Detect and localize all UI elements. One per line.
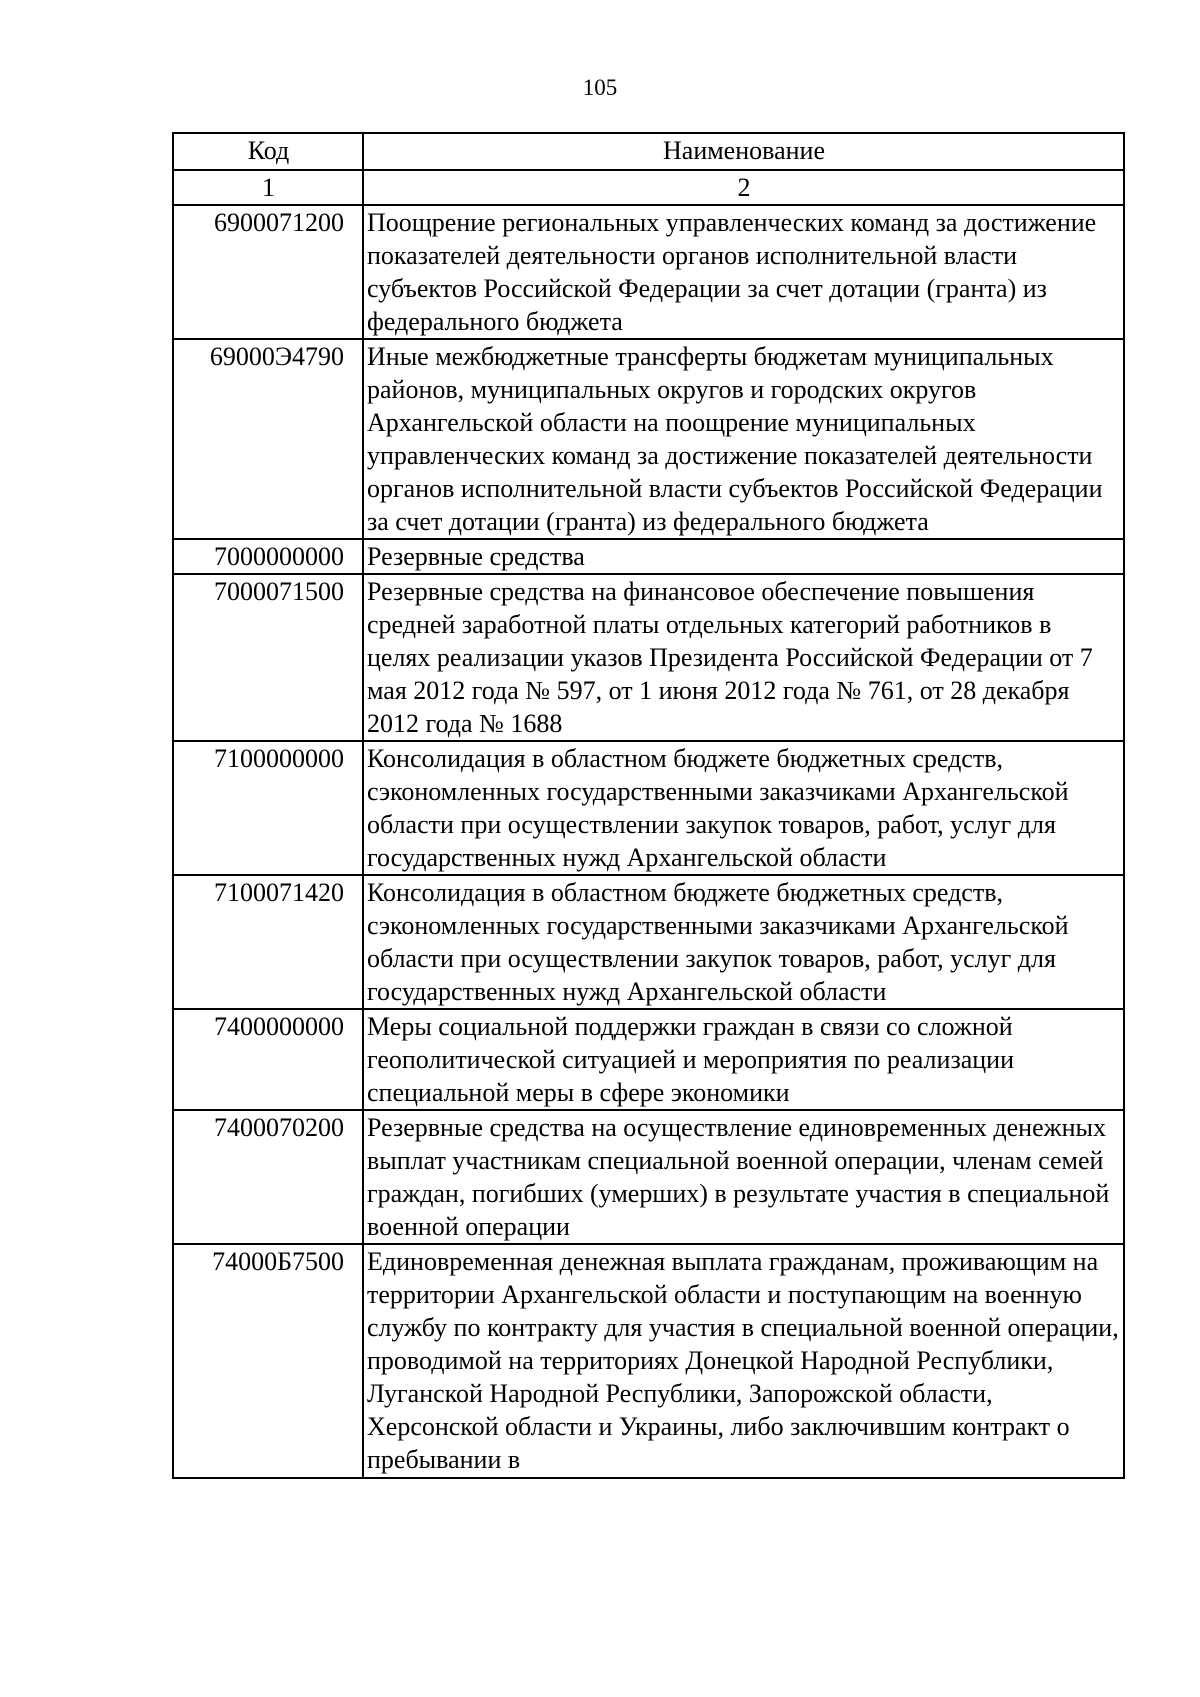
row-name: Консолидация в областном бюджете бюджетных средств, сэкономленных государственными заказчиками Архангельской области при осуществлении закупок товаров, работ, услуг для государственных нужд Архангельской области <box>363 875 1124 1009</box>
row-code: 6900071200 <box>173 205 363 339</box>
row-name: Иные межбюджетные трансферты бюджетам муниципальных районов, муниципальных округов и городских округов Архангельской области на поощрение муниципальных управленческих команд за достижение показателей деятельности органов исполнительной власти субъектов Российской Федерации за счет дотации (гранта) из федерального бюджета <box>363 339 1124 539</box>
table-row <box>173 741 1124 875</box>
table-row <box>173 574 1124 741</box>
budget-code-table <box>172 132 1125 1479</box>
row-name: Меры социальной поддержки граждан в связи со сложной геополитической ситуацией и мероприятия по реализации специальной меры в сфере экономики <box>363 1009 1124 1110</box>
row-code: 7400000000 <box>173 1009 363 1110</box>
table-header-row <box>173 133 1124 170</box>
column-number-code: 1 <box>173 170 363 205</box>
table-row <box>173 205 1124 339</box>
row-code: 7100000000 <box>173 741 363 875</box>
row-name: Резервные средства на осуществление единовременных денежных выплат участникам специальной военной операции, членам семей граждан, погибших (умерших) в результате участия в специальной военной операции <box>363 1110 1124 1244</box>
row-code: 7000071500 <box>173 574 363 741</box>
table-row <box>173 1110 1124 1244</box>
row-code: 69000Э4790 <box>173 339 363 539</box>
row-name: Поощрение региональных управленческих команд за достижение показателей деятельности органов исполнительной власти субъектов Российской Федерации за счет дотации (гранта) из федерального бюджета <box>363 205 1124 339</box>
row-name: Консолидация в областном бюджете бюджетных средств, сэкономленных государственными заказчиками Архангельской области при осуществлении закупок товаров, работ, услуг для государственных нужд Архангельской области <box>363 741 1124 875</box>
table-row <box>173 1009 1124 1110</box>
row-code: 7400070200 <box>173 1110 363 1244</box>
row-code: 7100071420 <box>173 875 363 1009</box>
row-name: Единовременная денежная выплата гражданам, проживающим на территории Архангельской области и поступающим на военную службу по контракту для участия в специальной военной операции, проводимой на территориях Донецкой Народной Республики, Луганской Народной Республики, Запорожской области, Херсонской области и Украины, либо заключившим контракт о пребывании в <box>363 1244 1124 1478</box>
row-name: Резервные средства на финансовое обеспечение повышения средней заработной платы отдельных категорий работников в целях реализации указов Президента Российской Федерации от 7 мая 2012 года № 597, от 1 июня 2012 года № 761, от 28 декабря 2012 года № 1688 <box>363 574 1124 741</box>
header-name: Наименование <box>363 133 1124 170</box>
table-row <box>173 539 1124 574</box>
column-number-row <box>173 170 1124 205</box>
row-code: 7000000000 <box>173 539 363 574</box>
table-row <box>173 875 1124 1009</box>
page-number: 105 <box>582 75 618 100</box>
header-code: Код <box>173 133 363 170</box>
table-row <box>173 1244 1124 1478</box>
table-row <box>173 339 1124 539</box>
row-name: Резервные средства <box>363 539 1124 574</box>
column-number-name: 2 <box>363 170 1124 205</box>
row-code: 74000Б7500 <box>173 1244 363 1478</box>
